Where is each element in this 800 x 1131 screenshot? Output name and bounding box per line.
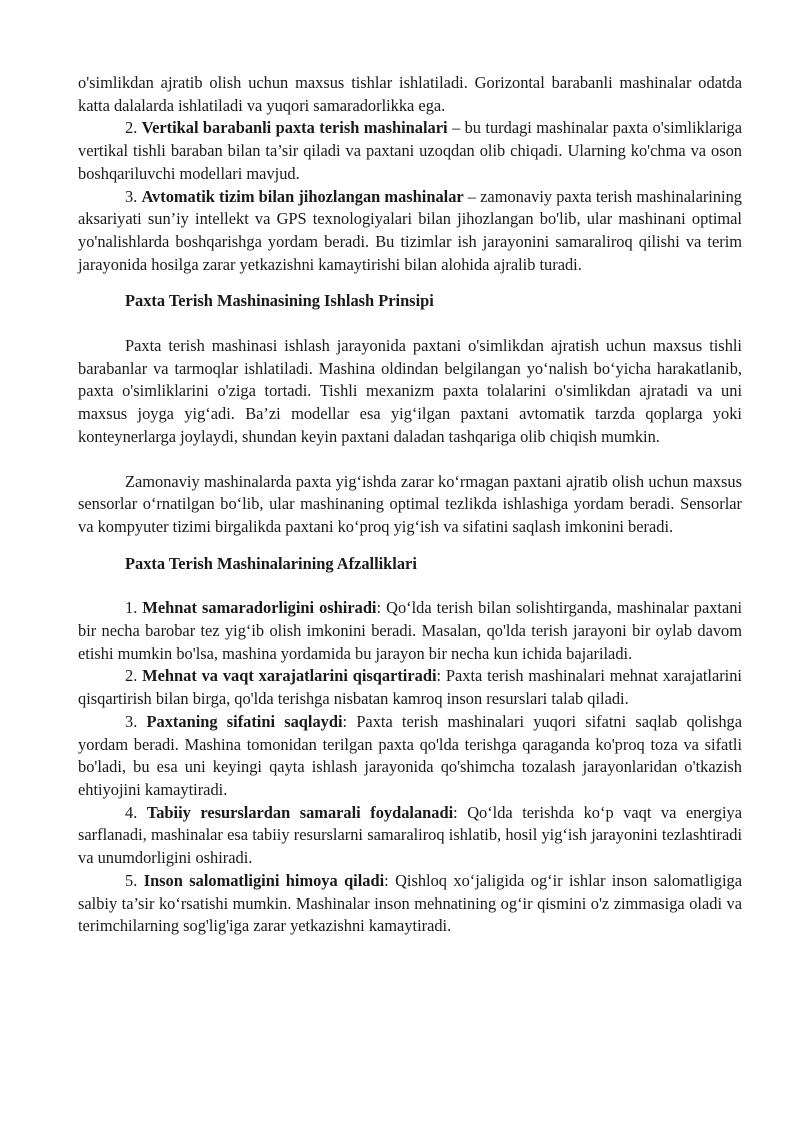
advantage-item-5 bbox=[78, 870, 742, 938]
body-paragraph: Zamonaviy mashinalarda paxta yig‘ishda zarar ko‘rmagan paxtani ajratib olish uchun maxsus sensorlar o‘rnatilgan bo‘lib, ular mashinaning optimal tezlikda ishlashiga yordam beradi. Sensorlar va kompyuter tizimi birgalikda paxtani ko‘proq yig‘ish va sifatini saqlash imkonini beradi. bbox=[78, 471, 742, 536]
item-title: Avtomatik tizim bilan jihozlangan mashinalar bbox=[141, 186, 464, 206]
body-paragraph: Paxta terish mashinasi ishlash jarayonida paxtani o'simlikdan ajratish uchun maxsus tishli barabanlar va tarmoqlar ishlatiladi. Mashina oldindan belgilangan yo‘nalish bo‘yicha harakatlanib, paxta o'simliklarini o'ziga tortadi. Tishli mexanizm paxta tolalarini o'simlikdan ajratadi va uni maxsus joyga yig‘adi. Ba’zi modellar esa yig‘ilgan paxtani avtomatik tarzda qoplarga yoki konteynerlarga joylaydi, shundan keyin paxtani daladan tashqariga olib chiqish mumkin. bbox=[78, 336, 742, 446]
item-text: Paxta terish mashinalari yuqori sifatni saqlab qolishga yordam beradi. Mashina tomonidan terilgan paxta qo'lda terishga qaraganda ko'proq toza va sifatli bo'ladi, bu esa uni keyingi qayta ishlash jarayonida qo'shimcha tozalash jarayonlaridan o'tkazish ehtiyojini kamaytiradi. bbox=[78, 711, 743, 799]
item-separator: : bbox=[342, 711, 357, 731]
type-item-2 bbox=[78, 117, 742, 185]
advantage-item-4 bbox=[78, 802, 742, 870]
item-title: Paxtaning sifatini saqlaydi bbox=[146, 711, 343, 731]
item-text: Paxta terish mashinalari mehnat xarajatlarini qisqartirish bilan birga, qo'lda terishga nisbatan kamroq inson resurslari talab qiladi. bbox=[78, 666, 742, 709]
item-title: Inson salomatligini himoya qiladi bbox=[143, 870, 385, 890]
item-separator: : bbox=[376, 598, 387, 618]
item-separator: – bbox=[447, 118, 465, 138]
advantage-item-1 bbox=[78, 597, 742, 665]
section-heading-working-principle: Paxta Terish Mashinasining Ishlash Prinsipi bbox=[125, 291, 434, 311]
item-number: 3. bbox=[125, 186, 138, 206]
item-number: 2. bbox=[125, 118, 138, 138]
item-title: Vertikal barabanli paxta terish mashinalari bbox=[141, 118, 448, 138]
item-number: 3. bbox=[125, 711, 138, 731]
advantage-item-2 bbox=[78, 665, 742, 710]
item-number: 5. bbox=[125, 870, 138, 890]
item-text: bu turdagi mashinalar paxta o'simliklariga vertikal tishli baraban bilan ta’sir qiladi va paxtani uzoqdan olib chiqadi. Ularning ko'chma va oson boshqariluvchi modellari mavjud. bbox=[78, 118, 743, 183]
item-separator: : bbox=[453, 802, 468, 822]
item-separator: : bbox=[436, 666, 446, 686]
item-text: Qo‘lda terishda ko‘p vaqt va energiya sarflanadi, mashinalar esa tabiiy resurslarni samaraliroq ishlatib, hosil yig‘ish jarayonini tezlashtiradi va unumdorligini oshiradi. bbox=[78, 802, 742, 868]
item-title: Tabiiy resurslardan samarali foydalanadi bbox=[146, 802, 454, 822]
item-separator: : bbox=[384, 870, 396, 890]
item-separator: – bbox=[463, 186, 481, 206]
item-text: Qishloq xo‘jaligida og‘ir ishlar inson salomatligiga salbiy ta’sir ko‘rsatishi mumkin. Mashinalar inson mehnatining og‘ir qismini o'z zimmasiga oladi va terimchilarning sog'lig'iga zarar yetkazishni kamaytiradi. bbox=[78, 870, 742, 936]
item-text: zamonaviy paxta terish mashinalarining aksariyati sun’iy intellekt va GPS texnologiyalari bilan jihozlangan bo'lib, ular mashinani optimal yo'nalishlarda boshqarishga yordam beradi. Bu tizimlar ish jarayonini samaraliroq qilishi va terim jarayonida hosilga zarar yetkazishni kamaytirishi bilan alohida ajralib turadi. bbox=[78, 186, 742, 274]
item-number: 4. bbox=[125, 802, 138, 822]
item-title: Mehnat va vaqt xarajatlarini qisqartiradi bbox=[142, 666, 437, 686]
intro-paragraph: o'simlikdan ajratib olish uchun maxsus tishlar ishlatiladi. Gorizontal barabanli mashinalar odatda katta dalalarda ishlatiladi va yuqori samaradorlikka ega. bbox=[78, 73, 742, 115]
item-text: Qo‘lda terish bilan solishtirganda, mashinalar paxtani bir necha barobar tez yig‘ib olish imkonini beradi. Masalan, qo'lda terish jarayoni bir oylab davom etishi mumkin bo'lsa, mashina yordamida bu jarayon bir necha kun ichida bajariladi. bbox=[78, 598, 742, 663]
item-number: 2. bbox=[125, 666, 138, 686]
section-heading-advantages: Paxta Terish Mashinalarining Afzalliklari bbox=[125, 553, 417, 573]
item-number: 1. bbox=[125, 598, 138, 618]
item-title: Mehnat samaradorligini oshiradi bbox=[142, 598, 377, 618]
advantage-item-3 bbox=[78, 711, 742, 802]
document-page bbox=[78, 72, 742, 938]
type-item-3 bbox=[78, 186, 742, 277]
